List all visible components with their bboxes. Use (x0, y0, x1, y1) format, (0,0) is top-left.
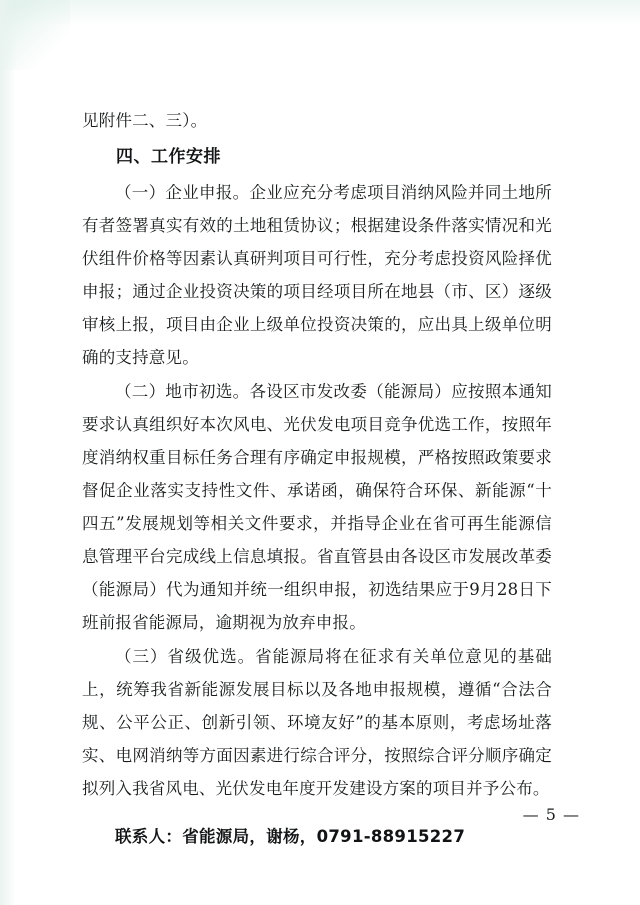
page-number: — 5 — (522, 805, 580, 824)
scan-tint-corner (0, 0, 70, 70)
document-body (82, 104, 552, 870)
contact-line: 联系人：省能源局，谢杨，0791-88915227 (115, 827, 466, 846)
section-heading-work-arrangement: 四、工作安排 (116, 147, 221, 167)
paragraph-enterprise-application: （一）企业申报。企业应充分考虑项目消纳风险并同土地所有者签署真实有效的土地租赁协议；根据建设条件落实情况和光伏组件价格等因素认真研判项目可行性，充分考虑投资风险择优申报；通过企业投资决策的项目经项目所在地县（市、区）逐级审核上报，项目由企业上级单位投资决策的，应出具上级单位明确的支持意见。 (82, 183, 552, 367)
paragraph-provincial-selection: （三）省级优选。省能源局将在征求有关单位意见的基础上，统筹我省新能源发展目标以及各地申报规模，遵循“合法合规、公平公正、创新引领、环境友好”的基本原则，考虑场址落实、电网消纳等方面因素进行综合评分，按照综合评分顺序确定拟列入我省风电、光伏发电年度开发建设方案的项目并予公布。 (82, 647, 552, 798)
paragraph-continued: 见附件二、三）。 (82, 111, 208, 130)
paragraph-municipal-preselection: （二）地市初选。各设区市发改委（能源局）应按照本通知要求认真组织好本次风电、光伏发电项目竞争优选工作，按照年度消纳权重目标任务合理有序确定申报规模，严格按照政策要求督促企业落实支持性文件、承诺函，确保符合环保、新能源“十四五”发展规划等相关文件要求，并指导企业在省可再生能源信息管理平台完成线上信息填报。省直管县由各设区市发展改革委（能源局）代为通知并统一组织申报，初选结果应于9月28日下班前报省能源局，逾期视为放弃申报。 (82, 382, 552, 632)
scan-tint-left-edge (0, 0, 16, 905)
scan-tint-top (0, 0, 640, 26)
